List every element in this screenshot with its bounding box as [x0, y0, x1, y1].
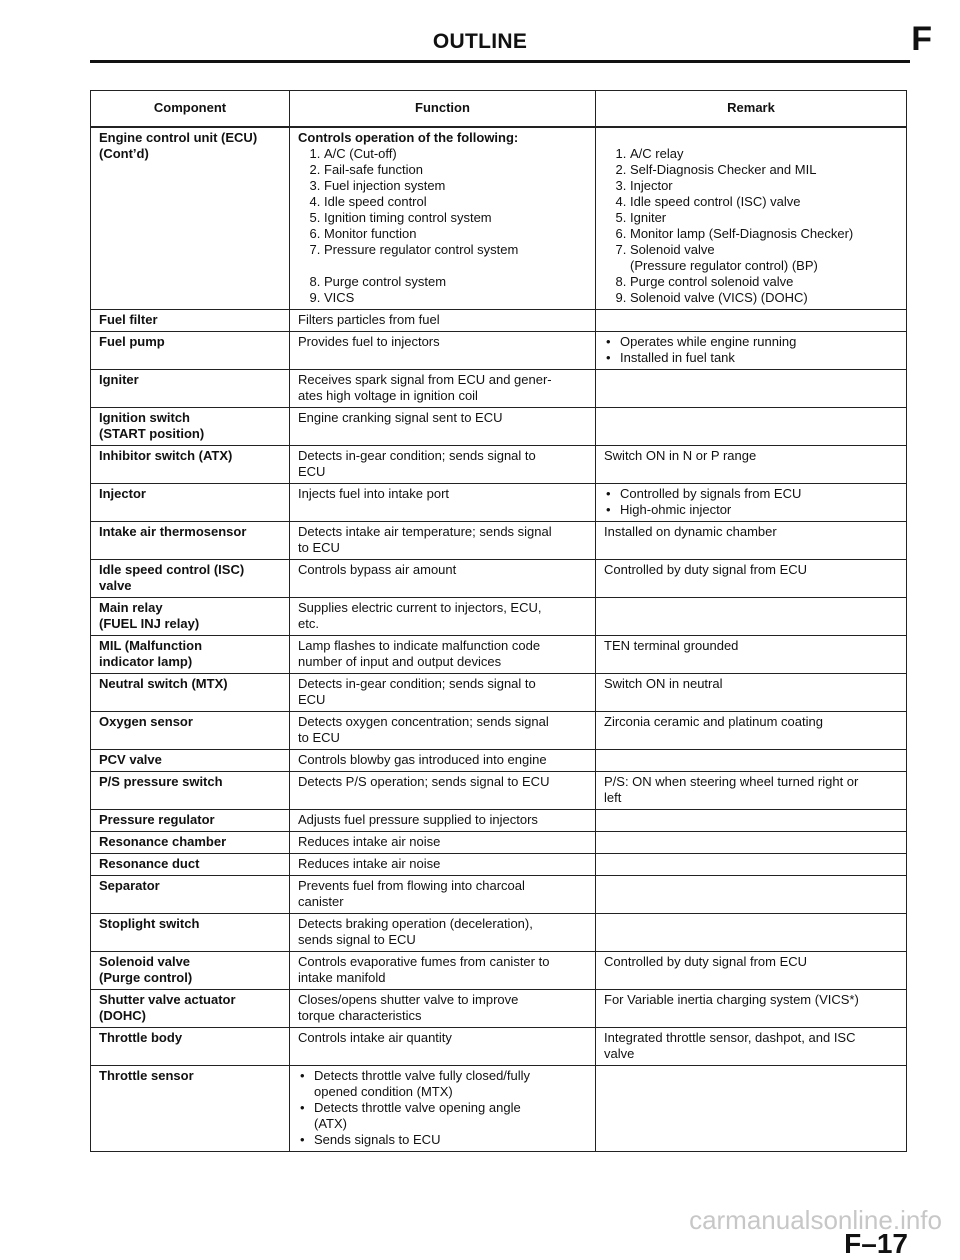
component-line: Engine control unit (ECU) [99, 130, 258, 145]
function-cell [290, 854, 596, 876]
component-line: MIL (Malfunction [99, 638, 203, 653]
component-cell [91, 914, 290, 952]
remark-line: P/S: ON when steering wheel turned right or [604, 774, 859, 789]
component-cell: Throttle sensor [91, 1066, 290, 1152]
component-line: Ignition switch [99, 410, 190, 425]
component-line: Throttle body [99, 1030, 183, 1045]
function-cell [290, 990, 596, 1028]
component-line: Fuel filter [99, 312, 158, 327]
table-row [91, 952, 907, 990]
function-cell [290, 750, 596, 772]
remark-cell [596, 636, 907, 674]
function-cell [290, 127, 596, 310]
function-line: Provides fuel to injectors [298, 334, 440, 349]
function-cell [290, 446, 596, 484]
function-cell [290, 598, 596, 636]
remark-line: Installed on dynamic chamber [604, 524, 777, 539]
remark-cell [596, 1028, 907, 1066]
component-line: (DOHC) [99, 1008, 146, 1023]
function-bullet [314, 1068, 587, 1100]
remark-line: Switch ON in neutral [604, 676, 723, 691]
component-line: Intake air thermosensor [99, 524, 247, 539]
table-row [91, 750, 907, 772]
remark-item: 3. Injector [630, 178, 898, 194]
header-function: Function [290, 91, 596, 128]
function-line: Lamp flashes to indicate malfunction code [298, 638, 541, 653]
table-row [91, 914, 907, 952]
remark-line: Controlled by duty signal from ECU [604, 954, 808, 969]
table-row [91, 370, 907, 408]
component-cell [91, 636, 290, 674]
function-cell [290, 370, 596, 408]
component-cell [91, 127, 290, 310]
table-row [91, 598, 907, 636]
component-line: Igniter [99, 372, 139, 387]
remark-list [604, 146, 898, 306]
remark-cell [596, 674, 907, 712]
remark-line: Zirconia ceramic and platinum coating [604, 714, 823, 729]
table-row [91, 854, 907, 876]
table-row [91, 1028, 907, 1066]
remark-line: For Variable inertia charging system (VICS*) [604, 992, 859, 1007]
remark-cell [596, 370, 907, 408]
remark-bullet: • Operates while engine running [620, 334, 898, 350]
header-rule [90, 60, 910, 63]
component-line: (Purge control) [99, 970, 193, 985]
remark-cell [596, 598, 907, 636]
component-cell [91, 854, 290, 876]
component-line: Idle speed control (ISC) [99, 562, 245, 577]
function-cell [290, 408, 596, 446]
remark-line: Switch ON in N or P range [604, 448, 757, 463]
remark-cell [596, 750, 907, 772]
remark-line: TEN terminal grounded [604, 638, 739, 653]
function-line: intake manifold [298, 970, 386, 985]
function-bullet-line: • Sends signals to ECU [314, 1132, 441, 1147]
component-line: Inhibitor switch (ATX) [99, 448, 233, 463]
function-bullet [314, 1100, 587, 1132]
table-row [91, 832, 907, 854]
function-line: Reduces intake air noise [298, 834, 441, 849]
remark-cell [596, 408, 907, 446]
remark-item-text: Solenoid valve [630, 242, 715, 257]
table-row [91, 332, 907, 370]
remark-cell [596, 484, 907, 522]
table-row [91, 408, 907, 446]
function-line: Reduces intake air noise [298, 856, 441, 871]
function-bullet-line: opened condition (MTX) [314, 1084, 453, 1099]
remark-item: 4. Idle speed control (ISC) valve [630, 194, 898, 210]
component-cell [91, 810, 290, 832]
component-cell [91, 674, 290, 712]
component-line: Oxygen sensor [99, 714, 193, 729]
remark-cell [596, 446, 907, 484]
table-row [91, 484, 907, 522]
remark-cell [596, 310, 907, 332]
function-cell [290, 636, 596, 674]
remark-item: 5. Igniter [630, 210, 898, 226]
function-item: 4. Idle speed control [324, 194, 587, 210]
function-line: sends signal to ECU [298, 932, 416, 947]
component-cell [91, 876, 290, 914]
function-cell [290, 810, 596, 832]
remark-cell [596, 876, 907, 914]
function-line: ECU [298, 692, 326, 707]
table-row [91, 446, 907, 484]
function-cell [290, 522, 596, 560]
function-line: torque characteristics [298, 1008, 422, 1023]
table-row [91, 810, 907, 832]
function-item: 6. Monitor function [324, 226, 587, 242]
remark-line: Integrated throttle sensor, dashpot, and ISC [604, 1030, 856, 1045]
component-cell [91, 332, 290, 370]
function-cell [290, 952, 596, 990]
function-item: 9. VICS [324, 290, 587, 306]
component-cell [91, 446, 290, 484]
remark-item: 9. Solenoid valve (VICS) (DOHC) [630, 290, 898, 306]
component-cell [91, 1028, 290, 1066]
remark-line: valve [604, 1046, 635, 1061]
remark-cell [596, 952, 907, 990]
component-line: (FUEL INJ relay) [99, 616, 200, 631]
table-row [91, 636, 907, 674]
function-line: Injects fuel into intake port [298, 486, 450, 501]
function-line: canister [298, 894, 344, 909]
function-line: Controls bypass air amount [298, 562, 457, 577]
function-line: Prevents fuel from flowing into charcoal [298, 878, 525, 893]
remark-cell [596, 810, 907, 832]
component-line: (START position) [99, 426, 205, 441]
function-item: 2. Fail-safe function [324, 162, 587, 178]
component-line: indicator lamp) [99, 654, 193, 669]
table-row [91, 310, 907, 332]
function-cell [290, 310, 596, 332]
function-cell [290, 914, 596, 952]
component-line: Injector [99, 486, 146, 501]
component-cell [91, 484, 290, 522]
function-line: Supplies electric current to injectors, ECU, [298, 600, 542, 615]
function-cell [290, 1028, 596, 1066]
remark-bullets [604, 486, 898, 518]
function-cell [290, 1066, 596, 1152]
table-header-row [91, 91, 907, 128]
function-line: Receives spark signal from ECU and gener- [298, 372, 552, 387]
remark-line: left [604, 790, 622, 805]
table-row [91, 876, 907, 914]
function-cell [290, 832, 596, 854]
component-line: Resonance duct [99, 856, 200, 871]
function-list [298, 146, 587, 306]
table-row [91, 674, 907, 712]
function-line: Closes/opens shutter valve to improve [298, 992, 519, 1007]
remark-cell [596, 772, 907, 810]
remark-cell [596, 332, 907, 370]
function-line: Engine cranking signal sent to ECU [298, 410, 503, 425]
component-cell [91, 952, 290, 990]
component-line: Solenoid valve [99, 954, 191, 969]
component-line: valve [99, 578, 132, 593]
component-line: Shutter valve actuator [99, 992, 236, 1007]
function-line: number of input and output devices [298, 654, 502, 669]
table-row [91, 712, 907, 750]
function-line: Detects in-gear condition; sends signal to [298, 676, 536, 691]
component-line: P/S pressure switch [99, 774, 223, 789]
table-row [91, 522, 907, 560]
component-line: Neutral switch (MTX) [99, 676, 228, 691]
function-cell [290, 484, 596, 522]
function-cell [290, 876, 596, 914]
header-remark: Remark [596, 91, 907, 128]
function-line: etc. [298, 616, 319, 631]
page-title: OUTLINE [432, 30, 528, 53]
remark-item [630, 242, 898, 274]
remark-cell [596, 712, 907, 750]
remark-bullet: • High-ohmic injector [620, 502, 898, 518]
component-cell [91, 560, 290, 598]
function-line: Filters particles from fuel [298, 312, 440, 327]
function-cell [290, 332, 596, 370]
function-line: to ECU [298, 540, 340, 555]
function-line: Detects intake air temperature; sends signal [298, 524, 552, 539]
remark-cell [596, 854, 907, 876]
section-letter: F [911, 20, 932, 58]
function-line: ates high voltage in ignition coil [298, 388, 478, 403]
remark-cell [596, 832, 907, 854]
table-row-ecu [91, 127, 907, 310]
watermark: carmanualsonline.info [689, 1205, 942, 1235]
function-line: Controls intake air quantity [298, 1030, 452, 1045]
function-line: Controls evaporative fumes from canister to [298, 954, 550, 969]
function-item: 7. Pressure regulator control system [324, 242, 587, 258]
function-cell [290, 772, 596, 810]
function-line: ECU [298, 464, 326, 479]
function-line: Detects oxygen concentration; sends signal [298, 714, 549, 729]
function-bullet-line: (ATX) [314, 1116, 347, 1131]
remark-cell [596, 1066, 907, 1152]
component-line: Stoplight switch [99, 916, 200, 931]
component-cell [91, 598, 290, 636]
component-line: Main relay [99, 600, 163, 615]
component-cell [91, 370, 290, 408]
component-cell [91, 772, 290, 810]
remark-item: 2. Self-Diagnosis Checker and MIL [630, 162, 898, 178]
function-title: Controls operation of the following: [298, 130, 519, 145]
component-line: Fuel pump [99, 334, 165, 349]
remark-cell [596, 522, 907, 560]
function-cell [290, 674, 596, 712]
page-number: F–17 [844, 1228, 908, 1259]
header-component: Component [91, 91, 290, 128]
function-cell [290, 560, 596, 598]
function-bullet-line: • Detects throttle valve opening angle [314, 1100, 521, 1115]
function-cell [290, 712, 596, 750]
remark-line: Controlled by duty signal from ECU [604, 562, 808, 577]
remark-bullet: • Installed in fuel tank [620, 350, 898, 366]
component-cell [91, 310, 290, 332]
table-row [91, 990, 907, 1028]
component-line: Pressure regulator [99, 812, 215, 827]
component-table [90, 90, 907, 1152]
function-item: 5. Ignition timing control system [324, 210, 587, 226]
function-bullet [314, 1132, 587, 1148]
component-cell [91, 408, 290, 446]
component-line: Resonance chamber [99, 834, 227, 849]
remark-item-sub: (Pressure regulator control) (BP) [630, 258, 818, 273]
function-line: to ECU [298, 730, 340, 745]
component-cell [91, 522, 290, 560]
table-row-throttle-sensor [91, 1066, 907, 1152]
remark-cell [596, 914, 907, 952]
table-row [91, 772, 907, 810]
function-line: Controls blowby gas introduced into engine [298, 752, 547, 767]
function-line: Detects braking operation (deceleration), [298, 916, 533, 931]
component-cell [91, 750, 290, 772]
component-line: (Cont’d) [99, 146, 149, 161]
remark-item: 1. A/C relay [630, 146, 898, 162]
remark-cell [596, 127, 907, 310]
function-item: 1. A/C (Cut-off) [324, 146, 587, 162]
remark-bullet: • Controlled by signals from ECU [620, 486, 898, 502]
remark-item: 6. Monitor lamp (Self-Diagnosis Checker) [630, 226, 898, 242]
function-line: Detects P/S operation; sends signal to ECU [298, 774, 550, 789]
table-row [91, 560, 907, 598]
function-item: 8. Purge control system [324, 274, 587, 290]
function-line: Detects in-gear condition; sends signal to [298, 448, 536, 463]
remark-cell [596, 990, 907, 1028]
component-cell [91, 712, 290, 750]
remark-item: 8. Purge control solenoid valve [630, 274, 898, 290]
component-cell [91, 990, 290, 1028]
component-cell [91, 832, 290, 854]
function-bullets [298, 1068, 587, 1148]
function-item: 3. Fuel injection system [324, 178, 587, 194]
remark-bullets [604, 334, 898, 366]
remark-cell [596, 560, 907, 598]
function-line: Adjusts fuel pressure supplied to injectors [298, 812, 538, 827]
component-line: Separator [99, 878, 160, 893]
component-line: PCV valve [99, 752, 162, 767]
function-bullet-line: • Detects throttle valve fully closed/fully [314, 1068, 531, 1083]
